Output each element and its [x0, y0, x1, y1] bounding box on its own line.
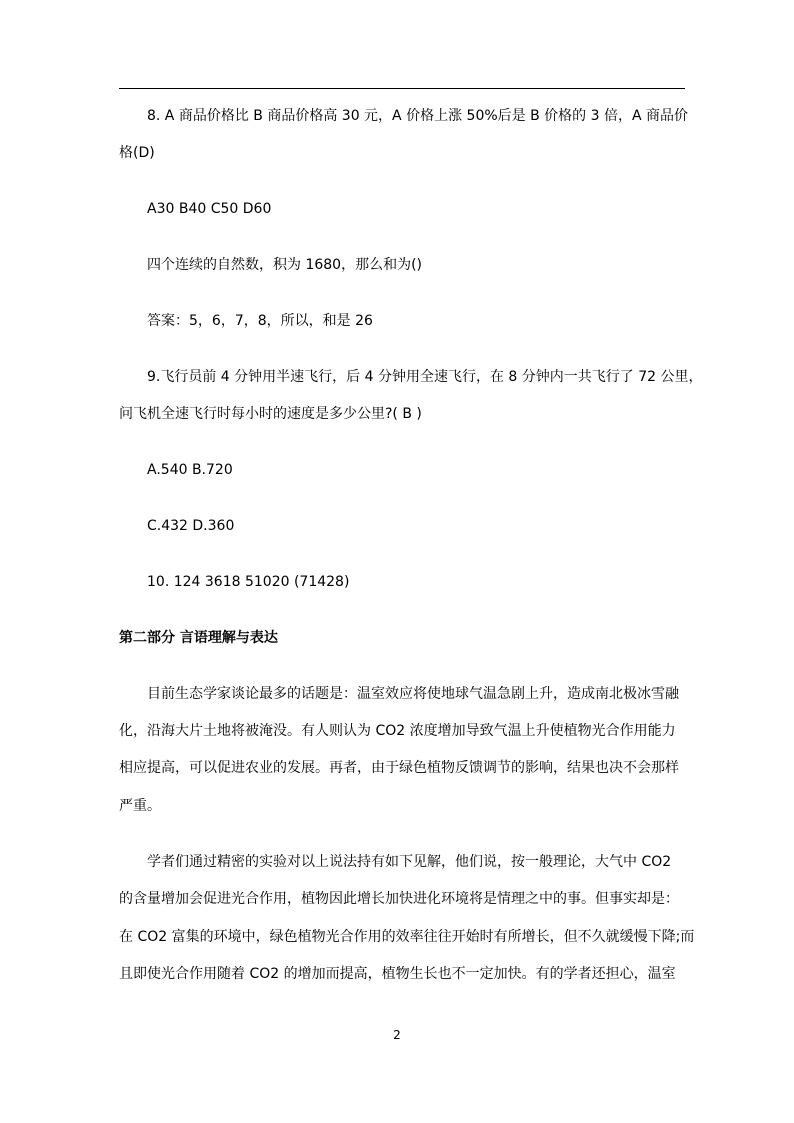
q9-options-a: A.540 B.720 — [147, 462, 233, 478]
q8-line-2: 格(D) — [119, 145, 155, 161]
para2-line-3: 在 CO2 富集的环境中，绿色植物光合作用的效率往往开始时有所增长，但不久就缓慢下降;而 — [119, 929, 695, 945]
para2-line-2: 的含量增加会促进光合作用，植物因此增长加快进化环境将是情理之中的事。但事实却是： — [119, 891, 679, 907]
para1-line-3: 相应提高，可以促进农业的发展。再者，由于绿色植物反馈调节的影响，结果也决不会那样 — [119, 760, 679, 776]
q8-line-1: 8. A 商品价格比 B 商品价格高 30 元，A 价格上涨 50%后是 B 价格的 3 倍，A 商品价 — [147, 108, 688, 124]
header-rule — [119, 88, 685, 89]
section-heading: 第二部分 言语理解与表达 — [119, 630, 278, 646]
q10-text: 10. 124 3618 51020 (71428) — [147, 574, 350, 590]
q8-options: A30 B40 C50 D60 — [147, 201, 272, 217]
para2-line-4: 且即使光合作用随着 CO2 的增加而提高，植物生长也不一定加快。有的学者还担心，温室 — [119, 966, 676, 982]
q9-line-2: 问飞机全速飞行时每小时的速度是多少公里?( B ) — [119, 406, 422, 422]
extra-answer: 答案：5，6，7，8，所以，和是 26 — [147, 313, 373, 329]
para1-line-4: 严重。 — [119, 798, 161, 814]
para1-line-1: 目前生态学家谈论最多的话题是：温室效应将使地球气温急剧上升，造成南北极冰雪融 — [147, 686, 679, 702]
para1-line-2: 化，沿海大片土地将被淹没。有人则认为 CO2 浓度增加导致气温上升使植物光合作用能力 — [119, 723, 676, 739]
extra-question: 四个连续的自然数，积为 1680，那么和为() — [147, 257, 423, 273]
page-number: 2 — [393, 1028, 401, 1042]
q9-line-1: 9.飞行员前 4 分钟用半速飞行，后 4 分钟用全速飞行，在 8 分钟内一共飞行了 72 公里， — [147, 369, 703, 385]
para2-line-1: 学者们通过精密的实验对以上说法持有如下见解，他们说，按一般理论，大气中 CO2 — [147, 854, 672, 870]
q9-options-b: C.432 D.360 — [147, 518, 235, 534]
